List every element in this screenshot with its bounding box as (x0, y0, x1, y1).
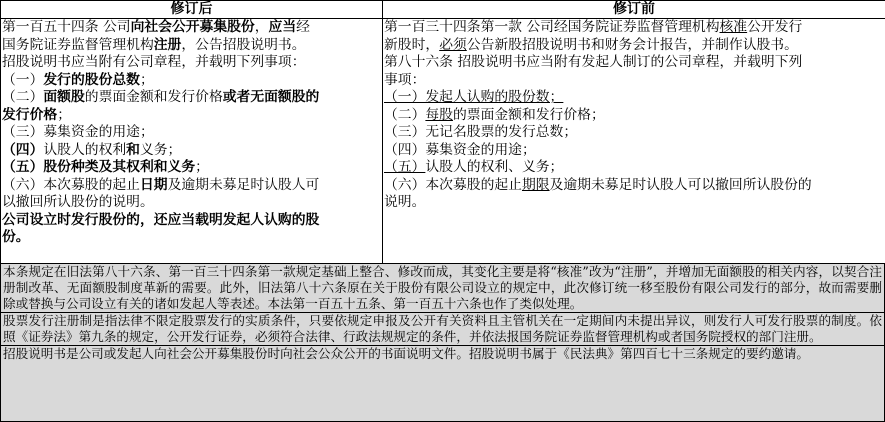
revised-text-run: ， (254, 19, 269, 35)
original-line (384, 19, 884, 37)
revised-text-run: 招股说明书应当附有公司章程，并载明下列事项： (2, 54, 306, 70)
revised-text-run: （五）股份种类及其权利和义务 (2, 159, 196, 175)
original-text-run: （三）无记名股票的发行总数； (384, 124, 578, 140)
revised-text-run: 国务院证券监督管理机构 (2, 36, 154, 53)
original-line (384, 124, 884, 142)
revised-text-run: ，公告招股说明书。 (181, 36, 306, 53)
original-text-run: （六）本次募股的起止 (384, 176, 522, 193)
revised-text-run: 及逾期未募足时认股人可 (167, 176, 320, 193)
original-line (384, 142, 884, 160)
original-text-run: 说明。 (384, 194, 426, 210)
revised-line (2, 19, 381, 37)
revised-text-run: 义务； (139, 141, 182, 158)
revised-text-run: 注册 (153, 36, 182, 53)
revised-text-run: ； (195, 159, 209, 175)
original-line (384, 37, 884, 55)
revised-text (2, 19, 381, 247)
revised-text-run: ； (57, 106, 71, 123)
original-text-run: （五） (384, 159, 426, 175)
original-text-run: 第八十六条 招股说明书应当附有发起人制订的公司章程，并载明下列 (384, 54, 803, 70)
original-text-run: 的票面金额和发行价格； (452, 106, 605, 123)
commentary-box (0, 263, 885, 422)
original-text-run: 第一百三十四条第一款 公司经国务院证券监督管理机构 (384, 19, 720, 35)
revised-text-cell (1, 19, 383, 265)
commentary-paragraph-2: 股票发行注册制是指法律不限定股票发行的实质条件，只要依规定申报及公开有关资料且主管机关在一定期间内未提出异议，则发行人可发行股票的制度。依照《证券法》第九条的规定，公开发行证券，必须符合法律、行政法规规定的条件，并依法报国务院证券监督管理机构或者国务院授权的部门注册。 (3, 312, 882, 344)
original-text-run: （四）募集资金的用途； (384, 141, 536, 158)
revised-line (2, 194, 381, 212)
revised-line (2, 177, 381, 195)
header-row (1, 1, 885, 19)
revised-text-run: （三） (2, 124, 44, 140)
original-text-run: 公开发行 (747, 19, 803, 35)
revised-text-run: 发行的股份总数 (43, 71, 140, 88)
revised-text-run: 向社会公开募集股份 (130, 19, 255, 35)
original-text-run: 核准 (719, 19, 748, 35)
original-line (384, 159, 884, 177)
revised-line (2, 142, 381, 160)
original-text-run: 及逾期未募足时认股人可以撤回所认股份的 (549, 176, 812, 193)
revised-text-run: 的票面金额和发行价格 (84, 89, 223, 105)
revised-text-run: （二） (2, 89, 44, 105)
revised-text-run: 以撤回所认股份的说明。 (2, 194, 154, 210)
original-text-run: （二） (384, 106, 426, 123)
revised-text-run: 募集资金的用途； (43, 124, 154, 140)
original-text-run: 认股人的权利、 (425, 159, 522, 175)
original-text (384, 19, 884, 212)
revised-line (2, 37, 381, 55)
revised-text-run: 认股人的权利 (43, 141, 127, 158)
content-row (1, 19, 885, 265)
revised-text-run: 公司设立时发行股份的，还应当载明发起人认购的股 (2, 211, 320, 228)
header-after: 修订后 (1, 1, 383, 19)
original-text-run: 期限 (521, 176, 550, 193)
commentary-paragraph-1: 本条规定在旧法第八十六条、第一百三十四条第一款规定基础上整合、修改而成，其变化主要是将“核准”改为“注册”，并增加无面额股的相关内容，以契合注册制改革、无面额股制度革新的需要。此外，旧法第八十六条原在关于股份有限公司设立的规定中，此次修订统一移至股份有限公司发行的部分，故而需要删除或替换与公司设立有关的诸如发起人等表述。本法第一百五十五条、第一百五十六条也作了类似处理。 (3, 264, 882, 311)
revised-line (2, 89, 381, 107)
original-line (384, 72, 884, 90)
original-line (384, 89, 884, 107)
revised-text-run: 发行价格 (2, 106, 58, 123)
revised-text-run: 应当 (268, 19, 297, 35)
revised-text-run: 份。 (2, 229, 30, 245)
commentary-paragraph-3: 招股说明书是公司或发起人向社会公开募集股份时向社会公众公开的书面说明文件。招股说明书属于《民法典》第四百七十三条规定的要约邀请。 (1, 345, 884, 362)
original-text-run: 事项： (384, 71, 426, 88)
original-text-run: 必须 (439, 36, 467, 53)
revised-line (2, 124, 381, 142)
revised-text-run: 或者无面额股的 (222, 89, 320, 105)
revised-text-run: （六）本次募股的起止 (2, 176, 140, 193)
original-text-cell (383, 19, 885, 265)
revised-text-run: 面额股 (43, 89, 85, 105)
original-text-run: （一）发起人认购的股份数； (384, 89, 564, 105)
original-line (384, 194, 884, 212)
revised-line (2, 229, 381, 247)
revised-line (2, 54, 381, 72)
original-text-run: 每股 (425, 106, 453, 123)
revised-line (2, 107, 381, 125)
revised-text-run: 经 (296, 19, 310, 35)
revised-text-run: 日期 (139, 176, 168, 193)
revised-line (2, 159, 381, 177)
revised-text-run: 第一百五十四条 公司 (2, 19, 131, 35)
original-line (384, 107, 884, 125)
revised-text-run: 和 (126, 141, 140, 158)
revised-line (2, 212, 381, 230)
original-line (384, 54, 884, 72)
original-text-run: 义务； (521, 159, 564, 175)
revised-text-run: ； (139, 71, 154, 88)
revised-text-run: （一） (2, 71, 44, 88)
original-text-run: 公告新股招股说明书和财务会计报告，并制作认股书。 (466, 36, 798, 53)
revised-line (2, 72, 381, 90)
revised-text-run: （四） (2, 141, 44, 158)
original-text-run: 新股时， (384, 36, 440, 53)
original-line (384, 177, 884, 195)
header-before: 修订前 (383, 1, 885, 19)
